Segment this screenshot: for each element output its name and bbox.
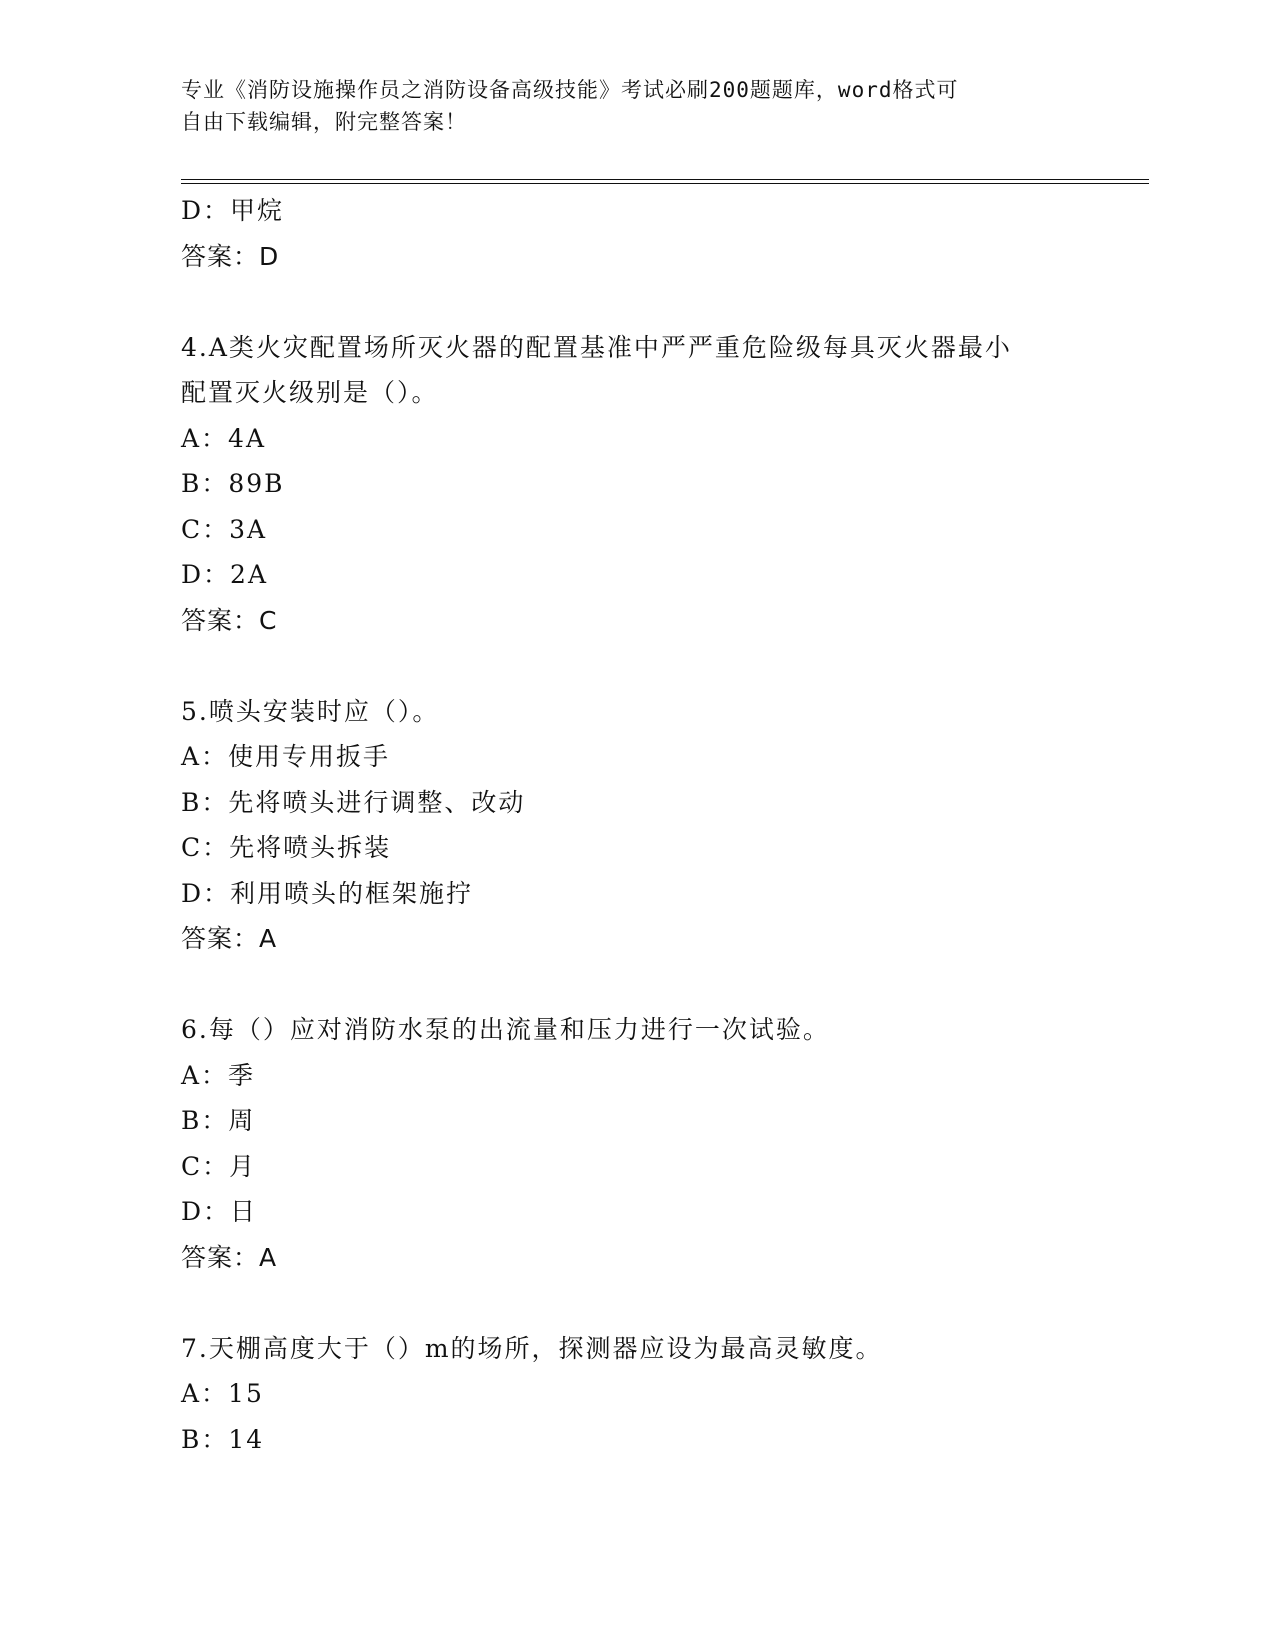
spacer: [181, 643, 1081, 689]
option-d: D：利用喷头的框架施拧: [181, 878, 474, 908]
option-b: B：周: [181, 1106, 256, 1135]
option-c: C：3A: [181, 514, 268, 544]
option-a: A：季: [181, 1060, 256, 1090]
answer: 答案：C: [181, 605, 278, 635]
option-b: B：89B: [181, 469, 285, 498]
option-a: A：4A: [181, 423, 267, 453]
prev-option-d: D：甲烷: [181, 196, 285, 225]
spacer: [181, 279, 1081, 325]
question-7: [181, 1326, 1081, 1463]
prev-answer: 答案：D: [181, 241, 280, 271]
option-c: C：月: [181, 1151, 257, 1181]
question-stem: 7.天棚高度大于（）m的场所，探测器应设为最高灵敏度。: [181, 1333, 883, 1363]
question-4: [181, 325, 1081, 644]
question-5: [181, 689, 1081, 962]
question-stem: 6.每（）应对消防水泵的出流量和压力进行一次试验。: [181, 1015, 830, 1044]
question-stem: 4.A类火灾配置场所灭火器的配置基准中严严重危险级每具灭火器最小: [181, 332, 1012, 362]
option-a: A：15: [181, 1379, 264, 1408]
option-a: A：使用专用扳手: [181, 742, 391, 771]
question-6: [181, 1007, 1081, 1280]
option-d: D：日: [181, 1197, 258, 1226]
option-c: C：先将喷头拆装: [181, 833, 392, 862]
option-b: B：14: [181, 1424, 265, 1454]
question-stem: 5.喷头安装时应（）。: [181, 696, 440, 726]
question-list: [181, 188, 1081, 1462]
spacer: [181, 1280, 1081, 1326]
option-b: B：先将喷头进行调整、改动: [181, 787, 526, 817]
option-d: D：2A: [181, 560, 269, 589]
header-line-1: 专业《消防设施操作员之消防设备高级技能》考试必刷200题题库，word格式可: [181, 78, 959, 102]
header-divider-bottom: [181, 183, 1149, 184]
document-header: [181, 74, 1061, 138]
spacer: [181, 962, 1081, 1008]
answer: 答案：A: [181, 1242, 278, 1272]
question-stem-cont: 配置灭火级别是（）。: [181, 378, 439, 407]
header-line-2: 自由下载编辑，附完整答案！: [181, 110, 467, 134]
answer: 答案：A: [181, 924, 278, 953]
header-divider-top: [181, 179, 1149, 180]
